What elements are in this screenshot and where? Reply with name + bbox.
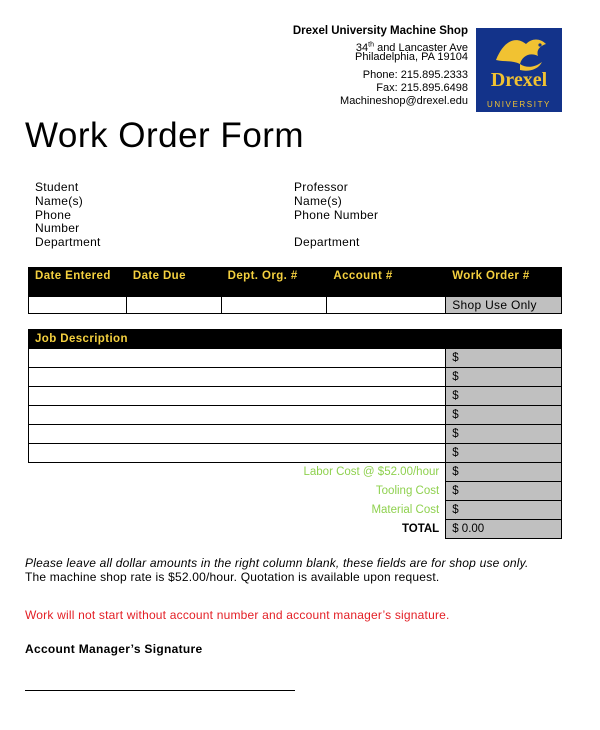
job-amount-cell [446, 444, 562, 463]
student-phone-label: Phone [35, 208, 72, 222]
total-value: $ 0.00 [446, 520, 562, 539]
date-entered-field[interactable] [29, 297, 127, 314]
material-cost-row [29, 501, 562, 520]
dept-org-header: Dept. Org. # [221, 268, 327, 297]
job-row [29, 425, 562, 444]
professor-label: Professor [294, 180, 349, 194]
job-row [29, 406, 562, 425]
page-title: Work Order Form [25, 116, 305, 155]
labor-cost-label: Labor Cost @ $52.00/hour [303, 466, 440, 479]
order-header-row [29, 268, 562, 297]
shop-note-italic: Please leave all dollar amounts in the right column blank, these fields are for shop use only. [25, 556, 529, 570]
shop-note-rate: The machine shop rate is $52.00/hour. Quotation is available upon request. [25, 570, 440, 584]
job-description-field[interactable] [29, 444, 446, 463]
job-amount-cell [446, 387, 562, 406]
job-header-row [29, 330, 562, 349]
job-amount-cell [446, 368, 562, 387]
job-description-header: Job Description [29, 330, 446, 349]
professor-department-label: Department [294, 235, 360, 249]
job-row [29, 387, 562, 406]
job-row [29, 368, 562, 387]
signature-line[interactable] [25, 690, 295, 691]
student-names-label: Name(s) [35, 194, 84, 208]
dept-org-field[interactable] [221, 297, 327, 314]
account-header: Account # [327, 268, 446, 297]
signature-label: Account Manager’s Signature [25, 642, 203, 656]
date-due-header: Date Due [126, 268, 221, 297]
job-description-field[interactable] [29, 349, 446, 368]
dollar-sign: $ [452, 390, 459, 402]
dollar-sign: $ [452, 409, 459, 421]
labor-cost-row [29, 463, 562, 482]
tooling-cost-cell [446, 482, 562, 501]
dollar-sign: $ [452, 428, 459, 440]
account-field[interactable] [327, 297, 446, 314]
logo-main-text: Drexel [490, 69, 548, 91]
order-table [28, 267, 562, 314]
shop-use-only-cell: Shop Use Only [446, 297, 562, 314]
dollar-sign: $ [452, 466, 459, 478]
job-description-field[interactable] [29, 368, 446, 387]
dollar-sign: $ [452, 447, 459, 459]
logo-sub-text: UNIVERSITY [486, 100, 551, 109]
job-amount-cell [446, 425, 562, 444]
order-input-row [29, 297, 562, 314]
total-row [29, 520, 562, 539]
total-label: TOTAL [401, 523, 440, 535]
student-department-label: Department [35, 235, 101, 249]
job-row [29, 444, 562, 463]
address-line1-text: 34th and Lancaster Ave [355, 41, 468, 54]
student-label: Student [35, 180, 79, 194]
date-entered-header: Date Entered [29, 268, 127, 297]
tooling-cost-label: Tooling Cost [375, 485, 440, 497]
professor-names-label: Name(s) [294, 194, 343, 208]
date-due-field[interactable] [126, 297, 221, 314]
job-description-field[interactable] [29, 406, 446, 425]
labor-cost-cell [446, 463, 562, 482]
warning-note: Work will not start without account number and account manager’s signature. [25, 608, 450, 622]
dollar-sign: $ [452, 504, 459, 516]
job-header-right [446, 330, 562, 349]
student-number-label: Number [35, 221, 80, 235]
fax-text: Fax: 215.895.6498 [376, 82, 468, 94]
dollar-sign: $ [452, 485, 459, 497]
drexel-logo [476, 28, 562, 112]
phone-text: Phone: 215.895.2333 [362, 69, 468, 81]
material-cost-cell [446, 501, 562, 520]
tooling-cost-row [29, 482, 562, 501]
job-amount-cell [446, 349, 562, 368]
address-line2: Philadelphia, PA 19104 [355, 51, 468, 63]
dollar-sign: $ [452, 352, 459, 364]
shop-note [25, 556, 545, 584]
job-table [28, 329, 562, 539]
job-description-field[interactable] [29, 425, 446, 444]
work-order-header: Work Order # [446, 268, 562, 297]
job-amount-cell [446, 406, 562, 425]
job-row [29, 349, 562, 368]
job-description-field[interactable] [29, 387, 446, 406]
dragon-icon [476, 30, 562, 74]
material-cost-label: Material Cost [371, 504, 440, 516]
professor-phone-label: Phone Number [294, 208, 379, 222]
org-name: Drexel University Machine Shop [292, 25, 468, 37]
email-text: Machineshop@drexel.edu [340, 95, 468, 107]
dollar-sign: $ [452, 371, 459, 383]
